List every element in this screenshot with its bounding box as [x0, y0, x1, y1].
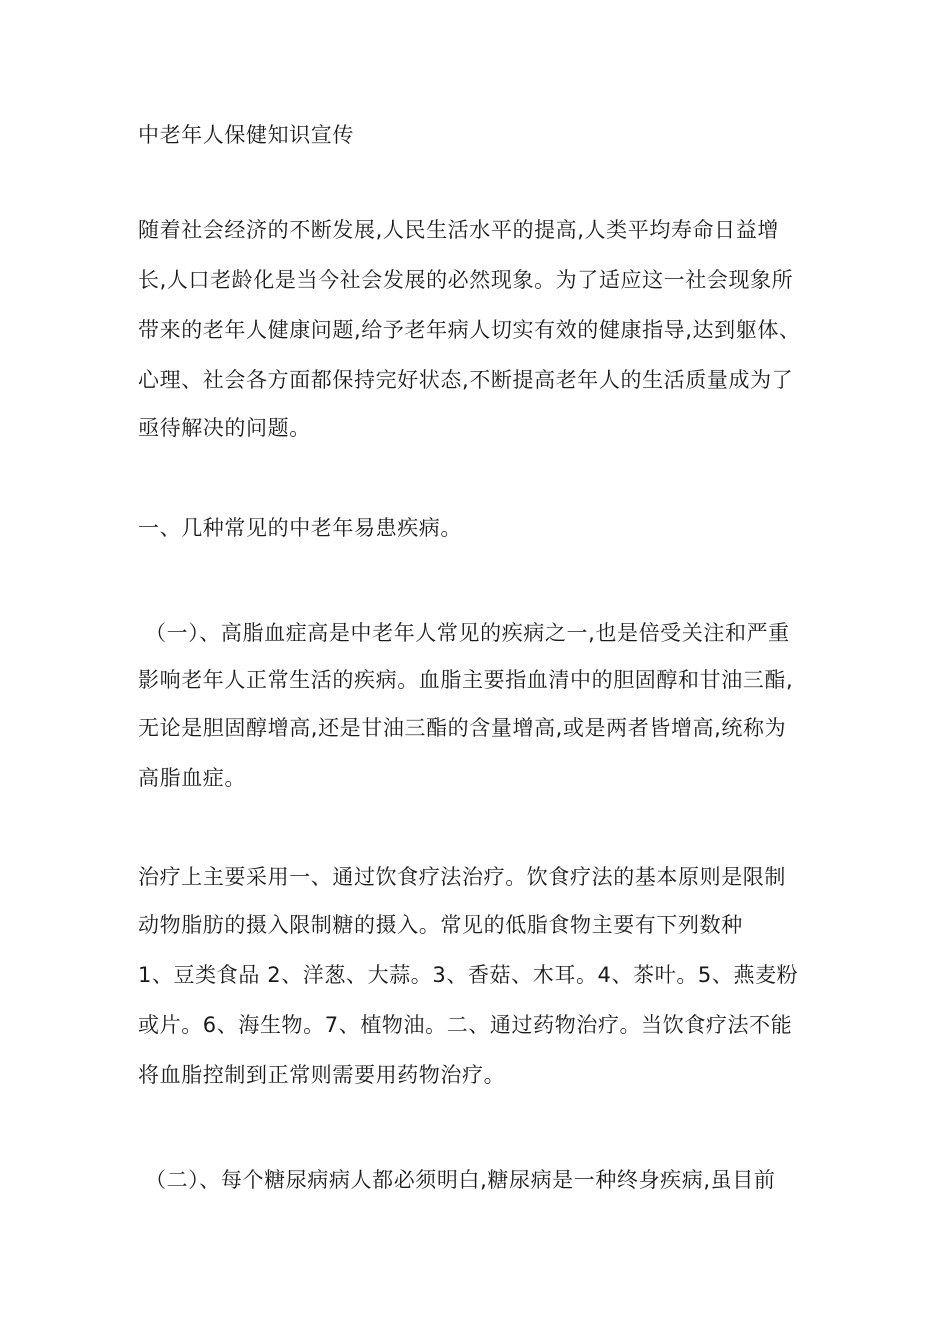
treatment-line: 或片。6、海生物。7、植物油。二、通过药物治疗。当饮食疗法不能: [138, 1013, 793, 1037]
treatment-line: 治疗上主要采用一、通过饮食疗法治疗。饮食疗法的基本原则是限制: [138, 865, 786, 889]
intro-line: 长,人口老龄化是当今社会发展的必然现象。为了适应这一社会现象所: [138, 268, 794, 292]
intro-line: 亟待解决的问题。: [138, 416, 311, 440]
intro-line: 心理、社会各方面都保持完好状态,不断提高老年人的生活质量成为了: [138, 368, 794, 392]
section-heading: 一、几种常见的中老年易患疾病。: [138, 516, 462, 540]
intro-line: 随着社会经济的不断发展,人民生活水平的提高,人类平均寿命日益增: [138, 218, 779, 242]
subsection-line: （一）、高脂血症高是中老年人常见的疾病之一,也是倍受关注和严重: [145, 621, 790, 645]
subsection-line: 高脂血症。: [138, 766, 246, 790]
subsection-line: （二）、每个糖尿病病人都必须明白,糖尿病是一种终身疾病,虽目前: [145, 1168, 776, 1192]
treatment-line: 将血脂控制到正常则需要用药物治疗。: [138, 1063, 506, 1087]
treatment-line: 1、豆类食品 2、洋葱、大蒜。3、香菇、木耳。4、茶叶。5、燕麦粉: [138, 963, 799, 987]
subsection-line: 影响老年人正常生活的疾病。血脂主要指血清中的胆固醇和甘油三酯,: [138, 668, 794, 692]
subsection-line: 无论是胆固醇增高,还是甘油三酯的含量增高,或是两者皆增高,统称为: [138, 716, 787, 740]
document-title: 中老年人保健知识宣传: [138, 123, 354, 147]
treatment-line: 动物脂肪的摄入限制糖的摄入。常见的低脂食物主要有下列数种: [138, 913, 743, 937]
intro-line: 带来的老年人健康问题,给予老年病人切实有效的健康指导,达到躯体、: [138, 318, 801, 342]
